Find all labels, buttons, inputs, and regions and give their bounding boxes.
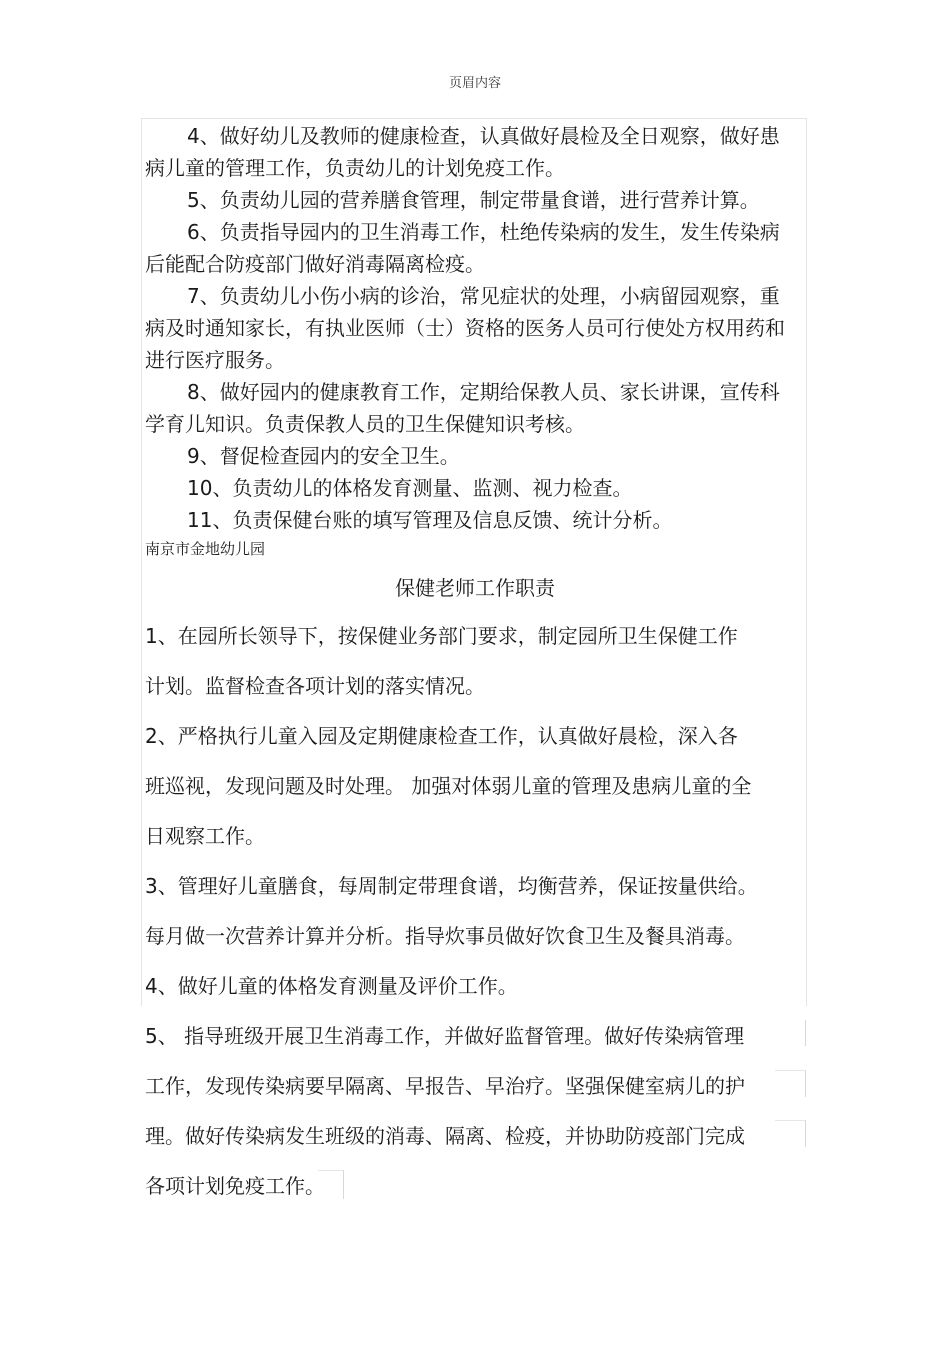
text-line: 5、 指导班级开展卫生消毒工作，并做好监督管理。做好传染病管理 — [145, 1024, 745, 1048]
border-fragment — [775, 1120, 806, 1147]
border-fragment — [775, 1070, 806, 1097]
text-line: 每月做一次营养计算并分析。指导炊事员做好饮食卫生及餐具消毒。 — [145, 924, 745, 948]
text-line: 3、管理好儿童膳食，每周制定带理食谱，均衡营养，保证按量供给。 — [145, 874, 758, 898]
text-line: 理。做好传染病发生班级的消毒、隔离、检疫，并协助防疫部门完成 — [145, 1124, 745, 1148]
duty-item-8: 8、做好园内的健康教育工作，定期给保教人员、家长讲课，宣传科学育儿知识。负责保教人员的卫生保健知识考核。 — [145, 380, 780, 436]
duty-item-7: 7、负责幼儿小伤小病的诊治，常见症状的处理，小病留园观察，重病及时通知家长，有执业医师（士）资格的医务人员可行使处方权用药和进行医疗服务。 — [145, 284, 785, 372]
duty-item-6: 6、负责指导园内的卫生消毒工作，杜绝传染病的发生，发生传染病后能配合防疫部门做好消毒隔离检疫。 — [145, 220, 780, 276]
duty-item-4: 4、做好幼儿及教师的健康检查，认真做好晨检及全日观察，做好患病儿童的管理工作，负责幼儿的计划免疫工作。 — [145, 124, 780, 180]
text-line: 计划。监督检查各项计划的落实情况。 — [145, 674, 485, 698]
text-line: 4、做好儿童的体格发育测量及评价工作。 — [145, 974, 518, 998]
school-name: 南京市金地幼儿园 — [145, 540, 266, 558]
border-fragment — [318, 1170, 344, 1199]
text-line: 2、严格执行儿童入园及定期健康检查工作，认真做好晨检，深入各 — [145, 724, 738, 748]
text-line: 1、在园所长领导下，按保健业务部门要求，制定园所卫生保健工作 — [145, 624, 738, 648]
duty-item-11: 11、负责保健台账的填写管理及信息反馈、统计分析。 — [187, 508, 673, 532]
text-line: 日观察工作。 — [145, 824, 265, 848]
border-fragment — [790, 1020, 806, 1046]
text-line: 各项计划免疫工作。 — [145, 1174, 325, 1198]
text-line: 班巡视，发现问题及时处理。 加强对体弱儿童的管理及患病儿童的全 — [145, 774, 752, 798]
duty-item-9: 9、督促检查园内的安全卫生。 — [187, 444, 460, 468]
duty-item-10: 10、负责幼儿的体格发育测量、监测、视力检查。 — [187, 476, 633, 500]
duty-item-5: 5、负责幼儿园的营养膳食管理，制定带量食谱，进行营养计算。 — [187, 188, 760, 212]
text-line: 工作，发现传染病要早隔离、早报告、早治疗。坚强保健室病儿的护 — [145, 1074, 745, 1098]
section-title: 保健老师工作职责 — [395, 576, 555, 600]
page-header: 页眉内容 — [448, 76, 501, 91]
